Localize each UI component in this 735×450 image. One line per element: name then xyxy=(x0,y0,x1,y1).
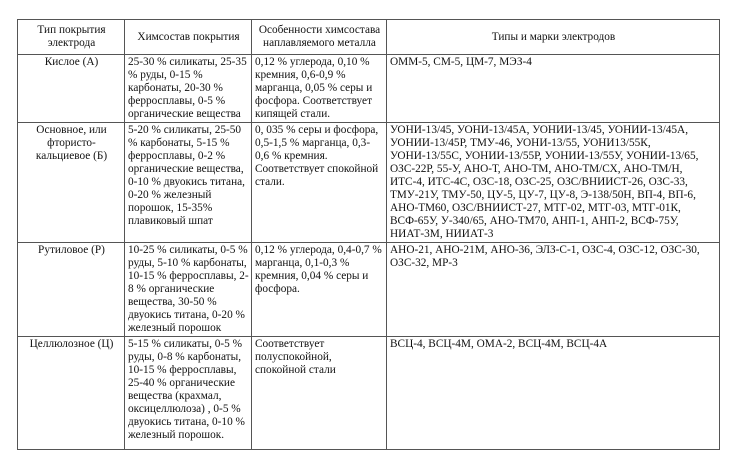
header-coating-type: Тип покрытия электрода xyxy=(18,20,125,55)
metal-chemistry-cell: 0,12 % углерода, 0,10 % кремния, 0,6-0,9 % марганца, 0,05 % серы и фосфора. Соответствует кипящей стали. xyxy=(252,55,387,123)
header-electrode-brands: Типы и марки электродов xyxy=(387,20,720,55)
electrode-brands-cell: АНО-21, АНО-21М, АНО-36, ЭЛЗ-С-1, ОЗС-4, ОЗС-12, ОЗС-30, ОЗС-32, МР-3 xyxy=(387,243,720,337)
electrode-brands-cell: УОНИ-13/45, УОНИ-13/45А, УОНИИ-13/45, УОНИИ-13/45А, УОНИИ-13/45Р, ТМУ-46, УОНИ-13/55, УОНИ13/55К, УОНИ-13/55С, УОНИИ-13/55Р, УОНИИ-13/55У, УОНИИ-13/65, ОЗС-22Р, 55-У, АНО-Т, АНО-ТМ, АНО-ТМ/СХ, АНО-ТМ/Н, ИТС-4, ИТС-4С, ОЗС-18, ОЗС-25, ОЗС/ВНИИСТ-26, ОЗС-33, ТМУ-21У, ТМУ-50, ЦУ-5, ЦУ-7, ЦУ-8, Э-138/50Н, ВП-4, ВП-6, АНО-ТМ60, ОЗС/ВНИИСТ-27, МТГ-02, МТГ-03, МТГ-01К, ВСФ-65У, У-340/65, АНО-ТМ70, АНП-1, АНП-2, ВСФ-75У, НИАТ-3М, НИИАТ-3 xyxy=(387,123,720,243)
table-row-cellulose xyxy=(18,337,720,450)
coating-type-cell: Основное, или фтористо-кальциевое (Б) xyxy=(18,123,125,243)
table-row-acid xyxy=(18,55,720,123)
coating-chemistry-cell: 5-15 % силикаты, 0-5 % руды, 0-8 % карбонаты, 10-15 % ферросплавы, 25-40 % органические вещества (крахмал, оксицеллюлоза) , 0-5 % двуокись титана, 0-10 % железный порошок. xyxy=(125,337,252,450)
coating-type-cell: Рутиловое (Р) xyxy=(18,243,125,337)
coating-type-cell: Кислое (А) xyxy=(18,55,125,123)
table-row-basic xyxy=(18,123,720,243)
electrode-coatings-table xyxy=(17,19,720,450)
coating-chemistry-cell: 25-30 % силикаты, 25-35 % руды, 0-15 % карбонаты, 20-30 % ферросплавы, 0-5 % органические вещества xyxy=(125,55,252,123)
electrode-brands-cell: ОММ-5, СМ-5, ЦМ-7, МЭЗ-4 xyxy=(387,55,720,123)
header-coating-chemistry: Химсостав покрытия xyxy=(125,20,252,55)
metal-chemistry-cell: 0, 035 % серы и фосфора, 0,5-1,5 % марганца, 0,3-0,6 % кремния. Соответствует спокойной стали. xyxy=(252,123,387,243)
header-metal-chemistry: Особенности химсостава наплавляемого металла xyxy=(252,20,387,55)
metal-chemistry-cell: 0,12 % углерода, 0,4-0,7 % марганца, 0,1-0,3 % кремния, 0,04 % серы и фосфора. xyxy=(252,243,387,337)
coating-chemistry-cell: 10-25 % силикаты, 0-5 % руды, 5-10 % карбонаты, 10-15 % ферросплавы, 2-8 % органические вещества, 30-50 % двуокись титана, 0-20 % железный порошок xyxy=(125,243,252,337)
coating-type-cell: Целлюлозное (Ц) xyxy=(18,337,125,450)
metal-chemistry-cell: Соответствует полуспокойной, спокойной стали xyxy=(252,337,387,450)
coating-chemistry-cell: 5-20 % силикаты, 25-50 % карбонаты, 5-15 % ферросплавы, 0-2 % органические вещества, 0-10 % двуокись титана, 0-20 % железный порошок, 15-35% плавиковый шпат xyxy=(125,123,252,243)
electrode-brands-cell: ВСЦ-4, ВСЦ-4М, ОМА-2, ВСЦ-4М, ВСЦ-4А xyxy=(387,337,720,450)
table-row-rutile xyxy=(18,243,720,337)
table-header-row xyxy=(18,20,720,55)
